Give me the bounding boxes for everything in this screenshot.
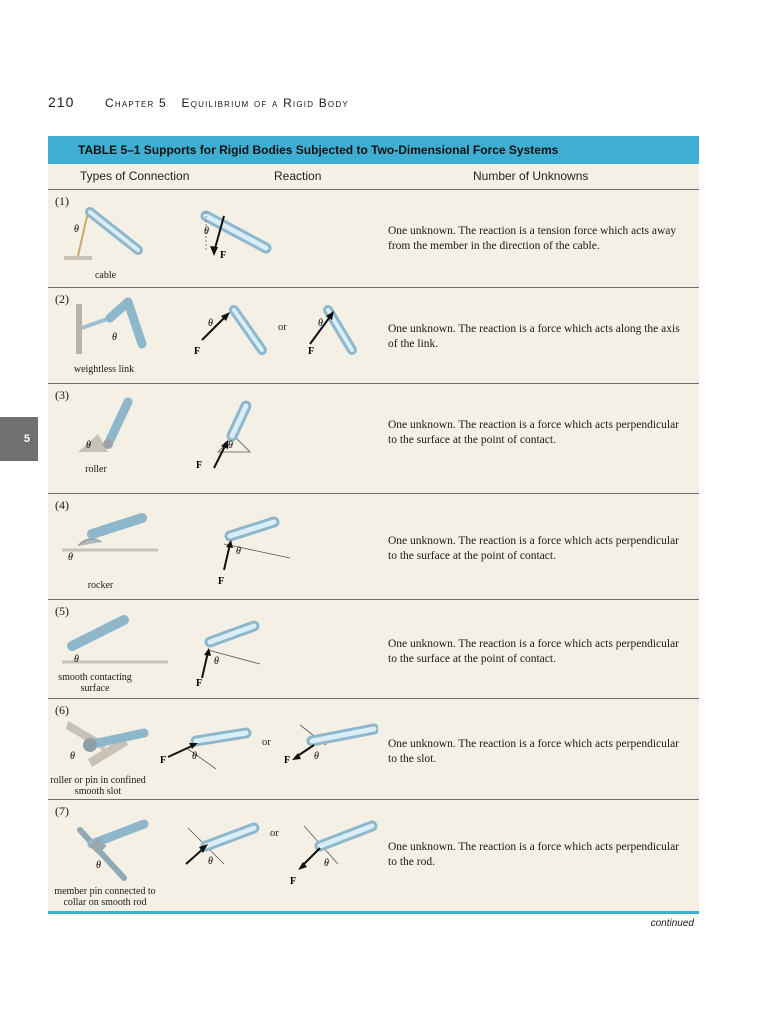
or-label: or [270,828,279,839]
svg-text:θ: θ [86,440,91,451]
svg-text:F: F [220,250,227,261]
svg-text:F: F [196,460,203,471]
continued-label: continued [650,918,694,929]
svg-text:θ: θ [74,654,79,665]
or-label: or [278,322,287,333]
table-title: TABLE 5–1 Supports for Rigid Bodies Subjected to Two-Dimensional Force Systems [48,136,699,164]
svg-text:F: F [284,755,291,766]
svg-text:θ: θ [214,656,219,667]
table-row [48,599,699,699]
row-number: (3) [55,388,69,402]
connection-label: rocker [87,580,114,591]
unknowns-description: One unknown. The reaction is a force which acts perpendicular to the surface at the point of contact. [388,638,680,665]
roller-diagram [48,384,378,494]
page-header [48,94,349,110]
row-number: (2) [55,292,69,306]
svg-text:θ: θ [324,858,329,869]
chapter-title: Equilibrium of a Rigid Body [181,96,349,110]
row-number: (7) [55,804,69,818]
column-header-reaction: Reaction [274,169,322,183]
svg-text:θ: θ [208,856,213,867]
unknowns-description: One unknown. The reaction is a force which acts perpendicular to the rod. [388,841,680,868]
svg-text:θ: θ [192,751,197,762]
column-header-unknowns: Number of Unknowns [473,169,589,183]
svg-text:θ: θ [314,751,319,762]
row-number: (5) [55,604,69,618]
svg-text:θ: θ [112,332,117,343]
row-number: (4) [55,498,69,512]
svg-text:θ: θ [236,546,241,557]
svg-text:F: F [196,678,203,689]
connection-label: cable [94,270,117,281]
table-row [48,698,699,800]
table-row [48,287,699,384]
chapter-label: Chapter 5 [104,96,167,110]
svg-text:θ: θ [228,440,233,451]
svg-text:F: F [160,755,167,766]
row-number: (1) [55,194,69,208]
row-number: (6) [55,703,69,717]
svg-text:θ: θ [96,860,101,871]
unknowns-description: One unknown. The reaction is a force which acts perpendicular to the surface at the point of contact. [388,535,680,562]
svg-text:θ: θ [204,226,209,237]
table-row [48,799,699,911]
table-row [48,383,699,494]
unknowns-description: One unknown. The reaction is a force which acts along the axis of the link. [388,323,680,350]
unknowns-description: One unknown. The reaction is a force which acts perpendicular to the slot. [388,738,680,765]
supports-table [48,136,699,914]
svg-text:F: F [218,576,225,587]
column-header-connection: Types of Connection [80,169,190,183]
svg-text:θ: θ [208,318,213,329]
unknowns-description: One unknown. The reaction is a tension force which acts away from the member in the direction of the cable. [388,225,677,252]
connection-label: smooth contacting surface [58,672,132,694]
unknowns-description: One unknown. The reaction is a force which acts perpendicular to the surface at the point of contact. [388,419,680,446]
connection-label: roller [85,464,107,475]
svg-text:θ: θ [318,318,323,329]
svg-text:θ: θ [70,751,75,762]
connection-label: roller or pin in confined smooth slot [50,775,146,797]
connection-label: member pin connected to collar on smooth rod [54,886,156,908]
svg-text:θ: θ [68,552,73,563]
connection-label: weightless link [73,364,135,375]
table-row [48,493,699,600]
table-row [48,189,699,288]
table-bottom-rule [48,911,699,914]
page-number: 210 [48,94,75,110]
or-label: or [262,737,271,748]
chapter-side-tab: 5 [0,417,38,461]
svg-text:F: F [290,876,297,887]
svg-text:F: F [308,346,315,357]
svg-text:θ: θ [74,224,79,235]
svg-text:F: F [194,346,201,357]
